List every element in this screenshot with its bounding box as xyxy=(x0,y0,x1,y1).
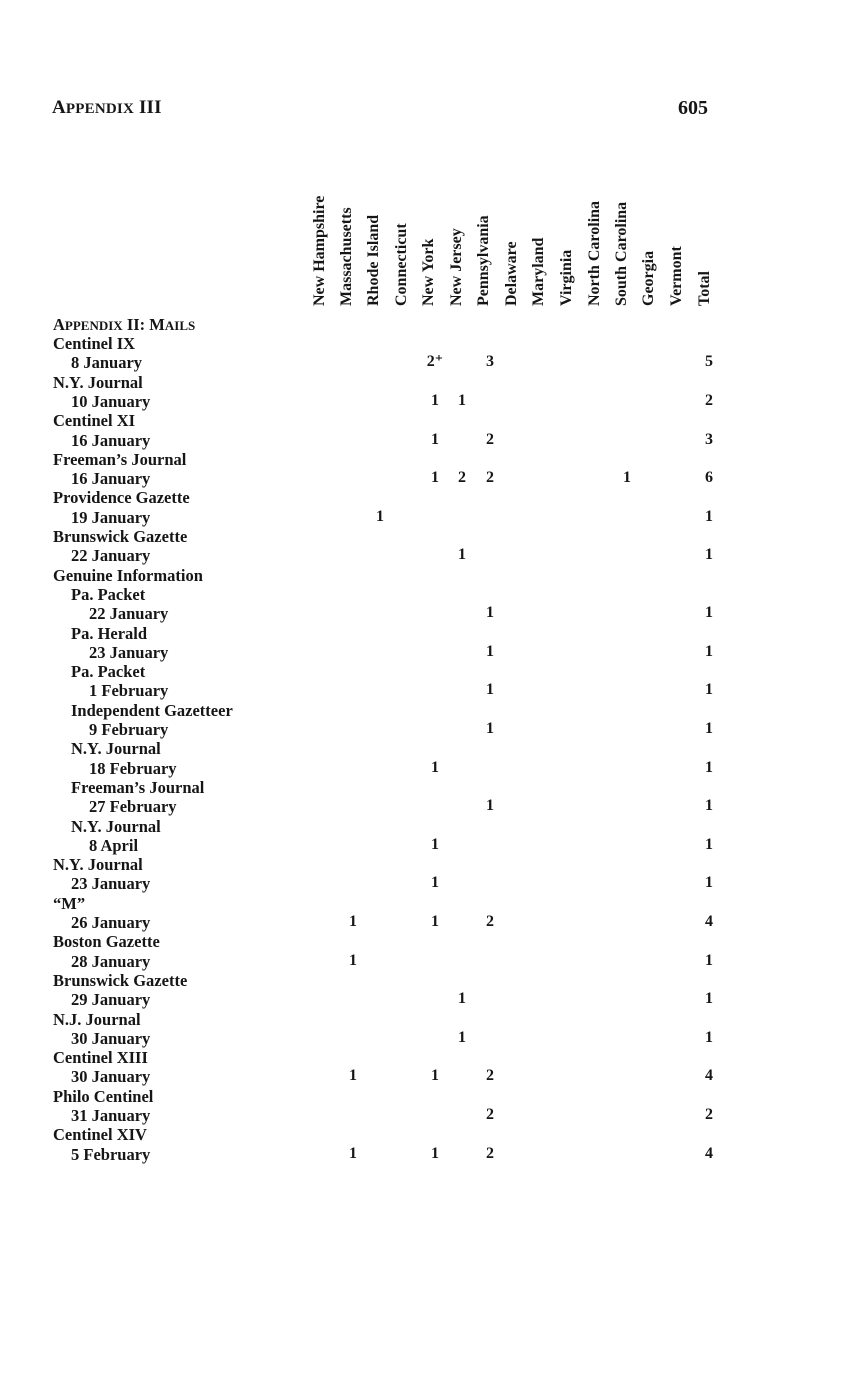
total-cell: 4 xyxy=(705,1144,713,1162)
count-cell: 1 xyxy=(431,1144,439,1162)
running-head-smallcaps: PPENDIX xyxy=(65,101,134,117)
count-cell: 1 xyxy=(486,797,494,815)
section-heading xyxy=(53,315,195,335)
row-date-label: 1 February xyxy=(89,681,169,701)
count-cell: 1 xyxy=(458,990,466,1008)
count-cell: 2 xyxy=(486,469,494,487)
count-cell: 2 xyxy=(486,1106,494,1123)
count-cell: 1 xyxy=(431,469,439,487)
row-date-label: 10 January xyxy=(71,391,151,411)
row-source-label: Centinel IX xyxy=(53,334,136,353)
column-header: Massachusetts xyxy=(338,207,355,306)
row-source-label: Brunswick Gazette xyxy=(53,970,188,990)
section-heading-numeral: II: xyxy=(126,315,146,334)
total-cell: 6 xyxy=(705,469,713,487)
row-date-label: 30 January xyxy=(71,1028,151,1048)
count-cell: 2 xyxy=(486,913,494,930)
count-cell: 2⁺ xyxy=(426,353,444,371)
total-cell: 4 xyxy=(705,1067,713,1085)
column-header: Delaware xyxy=(503,241,520,306)
count-cell: 1 xyxy=(486,604,494,622)
count-cell: 1 xyxy=(431,391,439,409)
total-cell: 2 xyxy=(705,1106,713,1123)
row-source-label: Brunswick Gazette xyxy=(53,527,188,546)
column-header: Virginia xyxy=(558,249,575,306)
row-source-label: Centinel XIII xyxy=(53,1048,148,1068)
row-source-label: N.Y. Journal xyxy=(71,739,161,759)
column-header: Georgia xyxy=(640,250,657,306)
total-cell: 1 xyxy=(705,874,713,892)
row-source-label: Independent Gazetteer xyxy=(71,700,233,720)
count-cell: 1 xyxy=(431,430,439,448)
section-heading-smallcaps: PPENDIX xyxy=(64,318,123,333)
row-date-label: 28 January xyxy=(71,951,151,971)
section-heading-initial: A xyxy=(53,315,65,334)
count-cell: 1 xyxy=(486,642,494,660)
total-cell: 1 xyxy=(705,720,713,737)
row-date-label: 23 January xyxy=(89,642,169,662)
column-header: Rhode Island xyxy=(365,214,382,306)
count-cell: 2 xyxy=(486,430,494,448)
running-head-numeral: III xyxy=(138,97,162,118)
row-source-label: N.Y. Journal xyxy=(71,816,161,836)
count-cell: 1 xyxy=(431,874,439,892)
row-source-label: Pa. Packet xyxy=(71,662,146,682)
total-cell: 2 xyxy=(705,391,713,409)
row-source-label: N.J. Journal xyxy=(53,1009,141,1029)
row-date-label: 9 February xyxy=(89,720,169,739)
total-cell: 3 xyxy=(705,430,713,448)
count-cell: 1 xyxy=(431,913,439,930)
count-cell: 1 xyxy=(349,913,357,930)
count-cell: 2 xyxy=(486,1144,494,1162)
row-date-label: 23 January xyxy=(71,874,151,894)
row-date-label: 22 January xyxy=(71,546,151,566)
total-cell: 1 xyxy=(705,642,713,660)
total-cell: 1 xyxy=(705,681,713,699)
row-source-label: Philo Centinel xyxy=(53,1086,154,1106)
count-cell: 1 xyxy=(431,1067,439,1085)
row-date-label: 31 January xyxy=(71,1106,151,1125)
page-number: 605 xyxy=(678,97,708,119)
count-cell: 1 xyxy=(486,720,494,737)
total-cell: 4 xyxy=(705,913,713,930)
count-cell: 1 xyxy=(486,681,494,699)
column-header: Maryland xyxy=(530,237,547,306)
row-source-label: Centinel XIV xyxy=(53,1125,147,1145)
count-cell: 1 xyxy=(431,835,439,853)
section-heading-mails-smallcaps: AILS xyxy=(164,318,196,333)
total-cell: 1 xyxy=(705,546,713,564)
section-heading-mails-initial: M xyxy=(149,315,165,334)
row-source-label: Providence Gazette xyxy=(53,488,190,508)
count-cell: 1 xyxy=(458,546,466,564)
row-date-label: 30 January xyxy=(71,1067,151,1087)
column-header: South Carolina xyxy=(613,201,630,306)
count-cell: 2 xyxy=(458,469,466,487)
column-header: Connecticut xyxy=(393,223,410,306)
count-cell: 3 xyxy=(486,353,494,371)
row-source-label: Pa. Herald xyxy=(71,623,148,643)
column-header: New York xyxy=(420,238,437,306)
running-head xyxy=(52,97,162,119)
row-date-label: 8 April xyxy=(89,835,139,855)
total-cell: 1 xyxy=(705,797,713,815)
count-cell: 1 xyxy=(349,1144,357,1162)
running-head-initial: A xyxy=(52,97,66,118)
row-date-label: 27 February xyxy=(89,797,177,817)
row-source-label: Centinel XI xyxy=(53,411,136,431)
total-cell: 1 xyxy=(705,604,713,622)
row-date-label: 8 January xyxy=(71,353,143,373)
column-header: Pennsylvania xyxy=(475,215,492,306)
count-cell: 1 xyxy=(349,1067,357,1085)
row-source-label: “M” xyxy=(53,893,86,913)
row-source-label: N.Y. Journal xyxy=(53,855,143,875)
row-source-label: N.Y. Journal xyxy=(53,372,143,392)
row-date-label: 29 January xyxy=(71,990,151,1010)
row-source-label: Boston Gazette xyxy=(53,932,160,952)
total-cell: 1 xyxy=(705,507,713,525)
column-header: Total xyxy=(696,271,713,306)
count-cell: 1 xyxy=(349,951,357,969)
row-date-label: 22 January xyxy=(89,604,169,624)
row-source-label: Freeman’s Journal xyxy=(53,449,187,469)
count-cell: 1 xyxy=(623,469,631,487)
count-cell: 1 xyxy=(376,507,384,525)
column-header: Vermont xyxy=(668,246,685,306)
column-header: New Jersey xyxy=(448,228,465,306)
row-source-label: Freeman’s Journal xyxy=(71,777,205,797)
count-cell: 1 xyxy=(431,758,439,776)
count-cell: 1 xyxy=(458,391,466,409)
total-cell: 5 xyxy=(705,353,713,371)
row-source-label: Pa. Packet xyxy=(71,584,146,604)
row-date-label: 16 January xyxy=(71,469,151,489)
row-date-label: 16 January xyxy=(71,430,151,450)
total-cell: 1 xyxy=(705,835,713,853)
total-cell: 1 xyxy=(705,1028,713,1046)
row-date-label: 18 February xyxy=(89,758,177,778)
row-source-label: Genuine Information xyxy=(53,565,203,585)
column-header: North Carolina xyxy=(586,200,603,306)
count-cell: 2 xyxy=(486,1067,494,1085)
total-cell: 1 xyxy=(705,758,713,776)
column-header: New Hampshire xyxy=(311,195,328,306)
row-date-label: 5 February xyxy=(71,1144,151,1164)
total-cell: 1 xyxy=(705,990,713,1008)
row-date-label: 19 January xyxy=(71,507,151,527)
total-cell: 1 xyxy=(705,951,713,969)
row-date-label: 26 January xyxy=(71,913,151,932)
count-cell: 1 xyxy=(458,1028,466,1046)
